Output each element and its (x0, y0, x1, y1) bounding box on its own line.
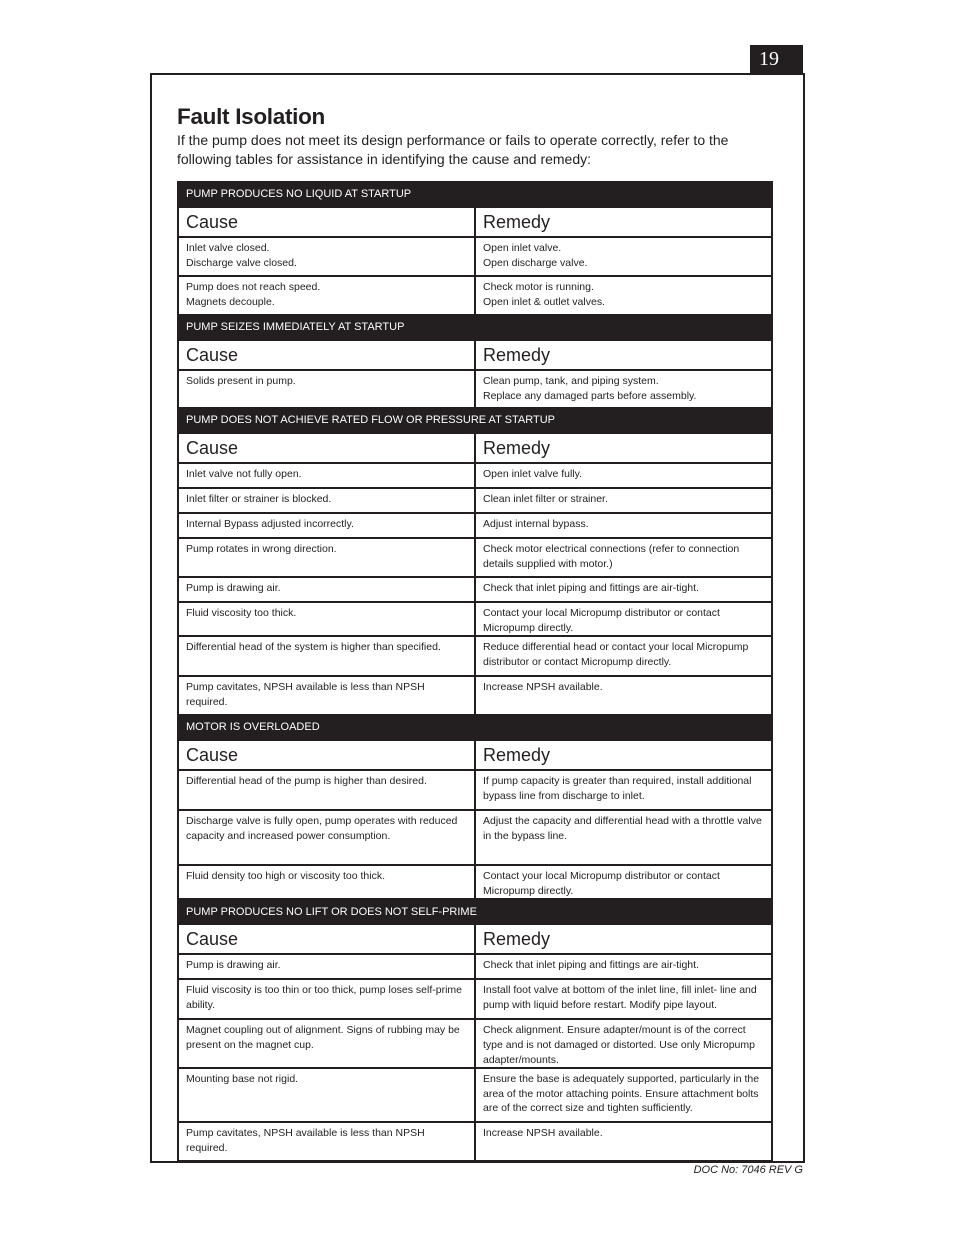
remedy-cell: Check motor is running. Open inlet & outlet valves. (475, 276, 772, 315)
fault-table (177, 181, 773, 1162)
section-header (178, 899, 772, 924)
table-row (178, 865, 772, 899)
remedy-cell: Reduce differential head or contact your local Micropump distributor or contact Micropump directly. (475, 636, 772, 676)
table-row (178, 1068, 772, 1122)
section-header (178, 408, 772, 433)
section-title: PUMP SEIZES IMMEDIATELY AT STARTUP (178, 315, 772, 340)
remedy-cell: Increase NPSH available. (475, 676, 772, 715)
remedy-cell: Check that inlet piping and fittings are air-tight. (475, 577, 772, 602)
remedy-cell: Clean pump, tank, and piping system. Replace any damaged parts before assembly. (475, 370, 772, 408)
table-row (178, 636, 772, 676)
remedy-cell: Increase NPSH available. (475, 1122, 772, 1161)
table-row (178, 770, 772, 810)
remedy-cell: Check motor electrical connections (refer to connection details supplied with motor.) (475, 538, 772, 577)
cause-header: Cause (178, 924, 475, 954)
cause-cell: Fluid viscosity too thick. (178, 602, 475, 636)
cause-cell: Fluid density too high or viscosity too thick. (178, 865, 475, 899)
page-number: 19 (750, 45, 803, 74)
remedy-cell: Contact your local Micropump distributor or contact Micropump directly. (475, 865, 772, 899)
cause-cell: Inlet filter or strainer is blocked. (178, 488, 475, 513)
cause-cell: Inlet valve closed. Discharge valve closed. (178, 237, 475, 276)
intro-text: If the pump does not meet its design performance or fails to operate correctly, refer to the following tables for assistance in identifying the cause and remedy: (177, 132, 729, 167)
cause-cell: Pump does not reach speed. Magnets decouple. (178, 276, 475, 315)
column-header-row (178, 207, 772, 237)
section-title: MOTOR IS OVERLOADED (178, 715, 772, 740)
column-header-row (178, 740, 772, 770)
remedy-header: Remedy (475, 207, 772, 237)
table-row (178, 979, 772, 1019)
cause-cell: Solids present in pump. (178, 370, 475, 408)
table-row (178, 577, 772, 602)
cause-cell: Pump cavitates, NPSH available is less than NPSH required. (178, 1122, 475, 1161)
table-row (178, 1019, 772, 1068)
table-row (178, 538, 772, 577)
cause-cell: Fluid viscosity is too thin or too thick, pump loses self-prime ability. (178, 979, 475, 1019)
section-title: PUMP PRODUCES NO LIFT OR DOES NOT SELF-PRIME (178, 899, 772, 924)
remedy-cell: Adjust the capacity and differential head with a throttle valve in the bypass line. (475, 810, 772, 865)
table-row (178, 602, 772, 636)
cause-cell: Pump is drawing air. (178, 954, 475, 979)
column-header-row (178, 340, 772, 370)
cause-header: Cause (178, 740, 475, 770)
page-title: Fault Isolation (177, 104, 326, 129)
section-header (178, 182, 772, 207)
remedy-cell: Install foot valve at bottom of the inlet line, fill inlet- line and pump with liquid before restart. Modify pipe layout. (475, 979, 772, 1019)
remedy-header: Remedy (475, 740, 772, 770)
section-title: PUMP PRODUCES NO LIQUID AT STARTUP (178, 182, 772, 207)
table-row (178, 676, 772, 715)
column-header-row (178, 924, 772, 954)
doc-number: DOC No: 7046 REV G (693, 1164, 803, 1176)
table-row (178, 276, 772, 315)
remedy-cell: Ensure the base is adequately supported, particularly in the area of the motor attaching points. Ensure attachment bolts are of the correct size and tighten sufficiently. (475, 1068, 772, 1122)
cause-cell: Differential head of the pump is higher than desired. (178, 770, 475, 810)
cause-header: Cause (178, 433, 475, 463)
section-title: PUMP DOES NOT ACHIEVE RATED FLOW OR PRESSURE AT STARTUP (178, 408, 772, 433)
remedy-header: Remedy (475, 924, 772, 954)
remedy-cell: Open inlet valve fully. (475, 463, 772, 488)
table-row (178, 488, 772, 513)
remedy-cell: Adjust internal bypass. (475, 513, 772, 538)
remedy-cell: Check that inlet piping and fittings are air-tight. (475, 954, 772, 979)
table-row (178, 1122, 772, 1161)
cause-cell: Pump is drawing air. (178, 577, 475, 602)
remedy-cell: Contact your local Micropump distributor or contact Micropump directly. (475, 602, 772, 636)
cause-cell: Internal Bypass adjusted incorrectly. (178, 513, 475, 538)
table-row (178, 370, 772, 408)
remedy-header: Remedy (475, 433, 772, 463)
remedy-header: Remedy (475, 340, 772, 370)
remedy-cell: If pump capacity is greater than required, install additional bypass line from discharge to inlet. (475, 770, 772, 810)
section-header (178, 715, 772, 740)
table-row (178, 463, 772, 488)
cause-cell: Pump rotates in wrong direction. (178, 538, 475, 577)
cause-header: Cause (178, 207, 475, 237)
table-row (178, 954, 772, 979)
remedy-cell: Clean inlet filter or strainer. (475, 488, 772, 513)
section-header (178, 315, 772, 340)
cause-cell: Pump cavitates, NPSH available is less than NPSH required. (178, 676, 475, 715)
cause-cell: Magnet coupling out of alignment. Signs of rubbing may be present on the magnet cup. (178, 1019, 475, 1068)
column-header-row (178, 433, 772, 463)
table-row (178, 237, 772, 276)
cause-cell: Differential head of the system is higher than specified. (178, 636, 475, 676)
remedy-cell: Check alignment. Ensure adapter/mount is of the correct type and is not damaged or distorted. Use only Micropump adapter/mounts. (475, 1019, 772, 1068)
remedy-cell: Open inlet valve. Open discharge valve. (475, 237, 772, 276)
cause-header: Cause (178, 340, 475, 370)
table-row (178, 810, 772, 865)
table-row (178, 513, 772, 538)
cause-cell: Discharge valve is fully open, pump operates with reduced capacity and increased power consumption. (178, 810, 475, 865)
cause-cell: Inlet valve not fully open. (178, 463, 475, 488)
cause-cell: Mounting base not rigid. (178, 1068, 475, 1122)
